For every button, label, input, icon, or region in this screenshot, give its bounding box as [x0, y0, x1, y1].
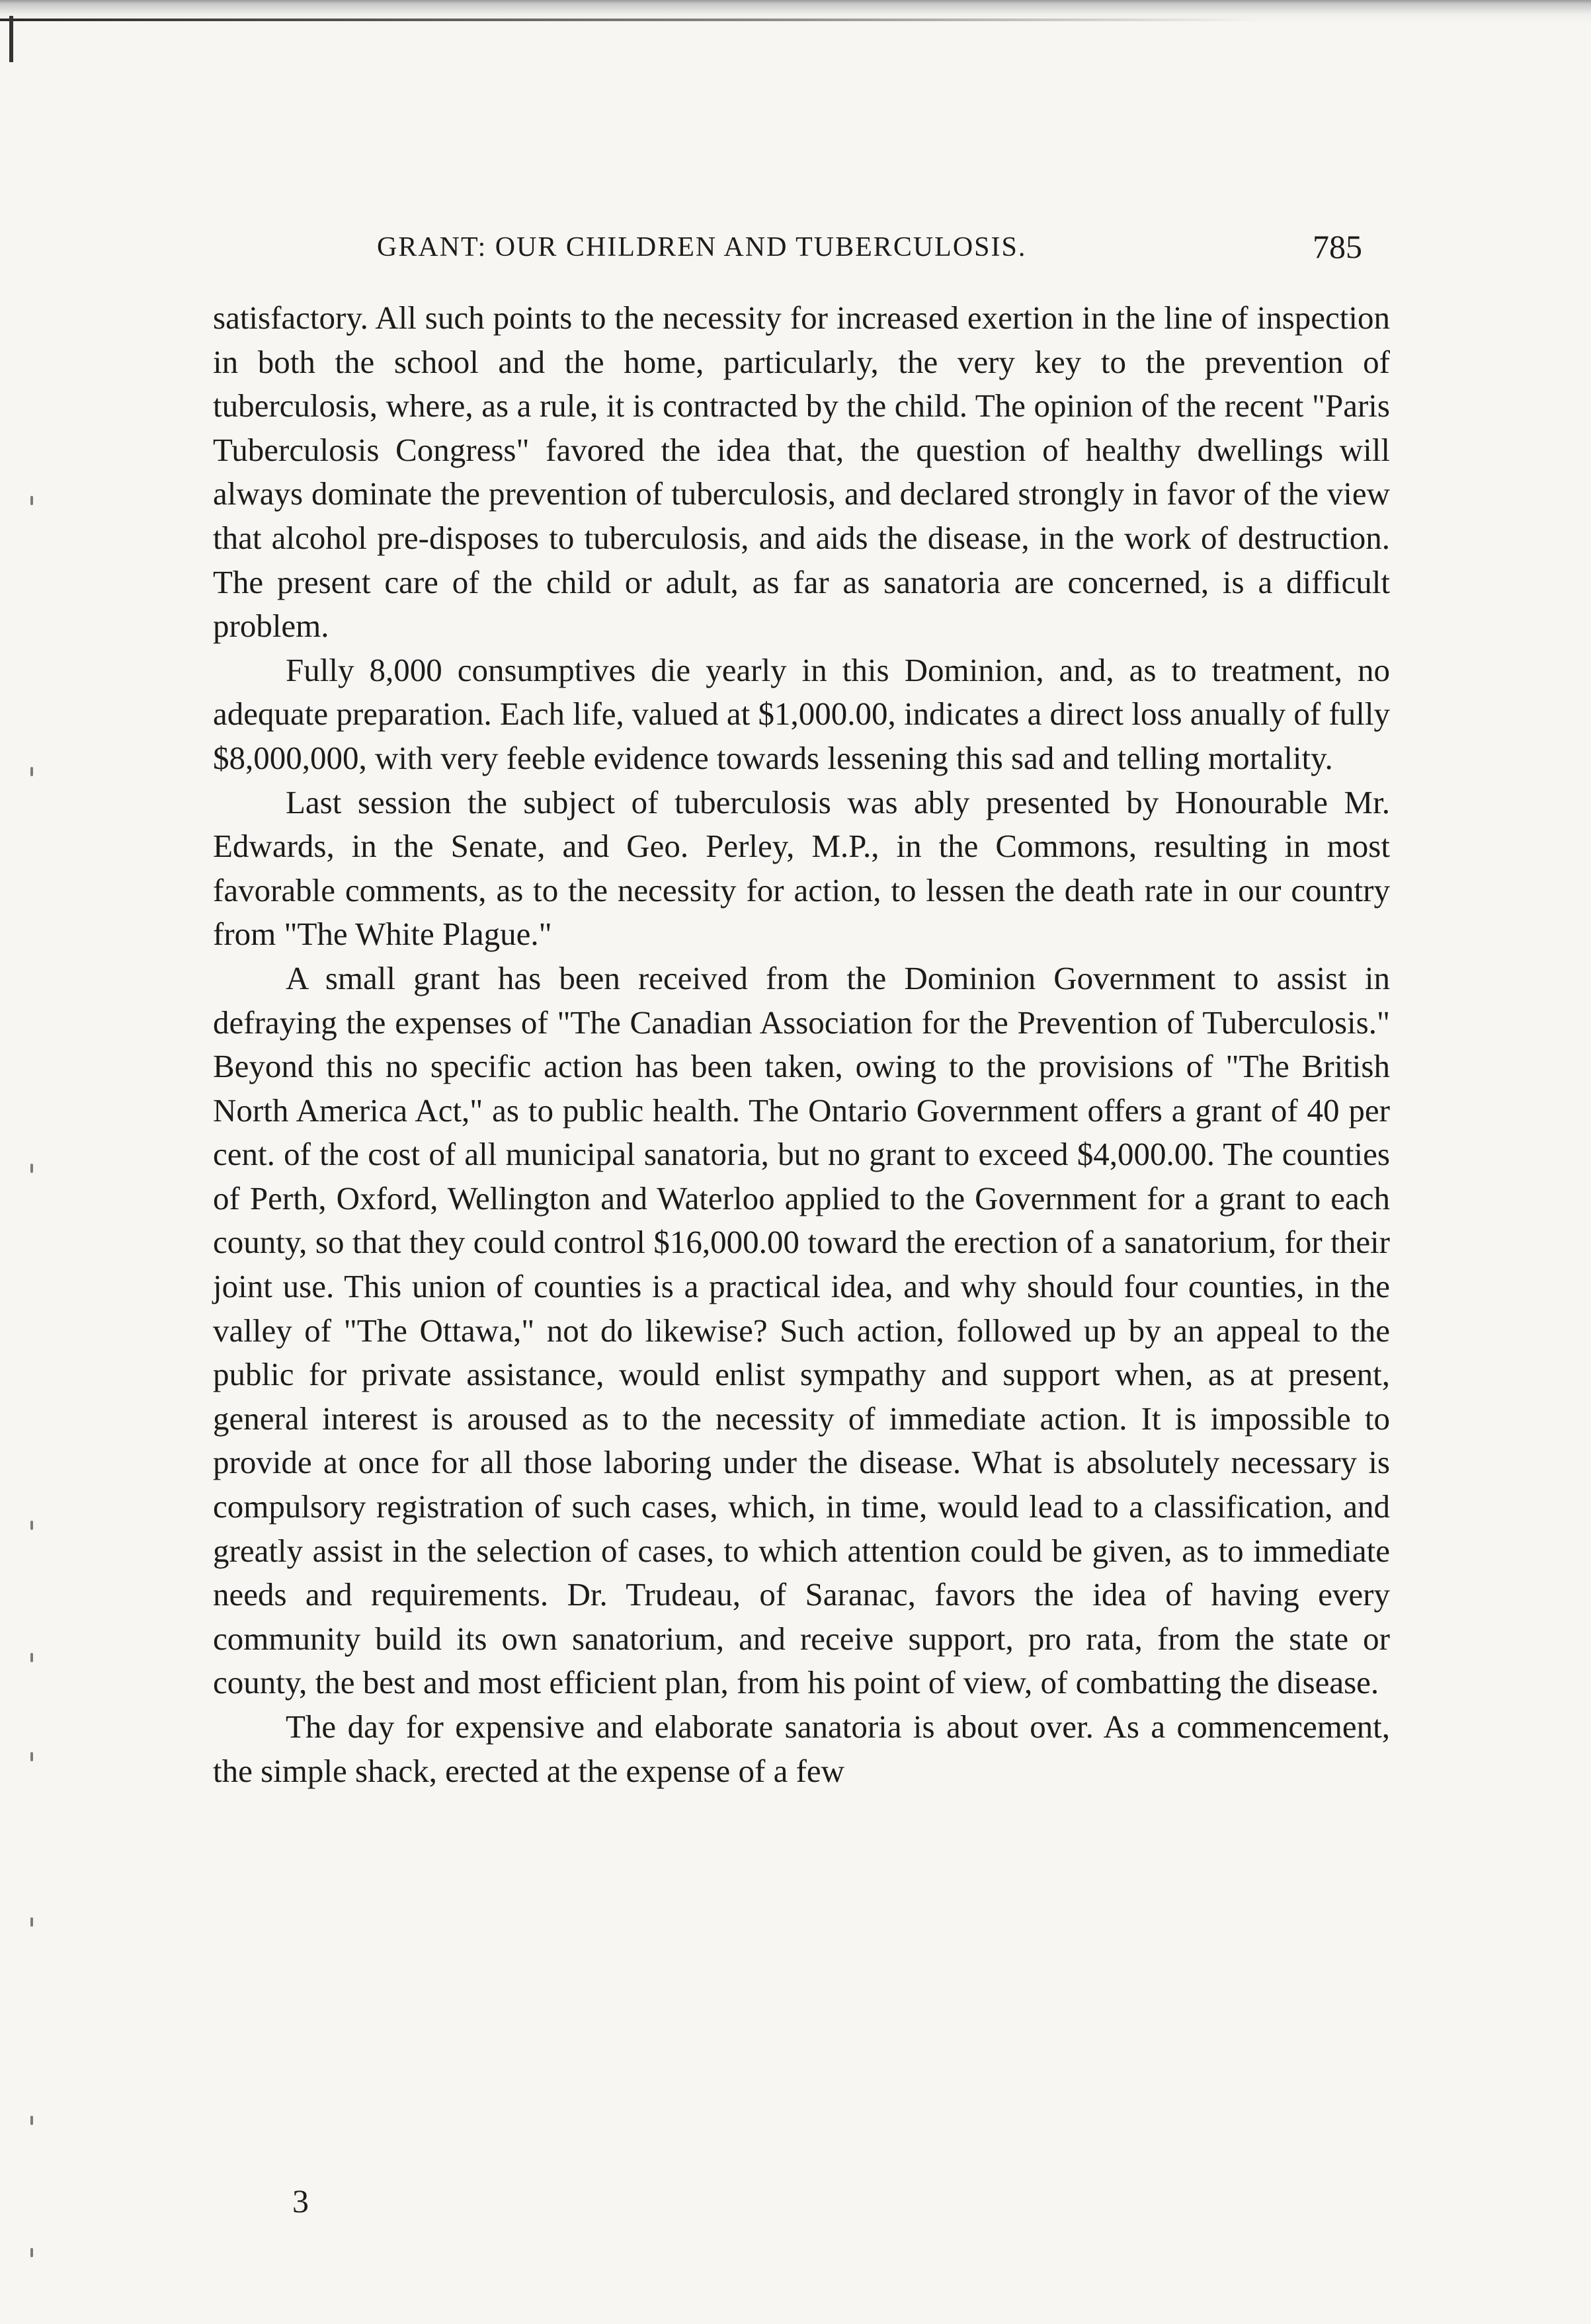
paragraph: Last session the subject of tuberculosis was ably presented by Honourable Mr. Edwards, in the Senate, and Geo. Perley, M.P., in the Commons, resulting in most favorable comments, as to the necessity for action, to lessen the death rate in our country from "The White Plague."	[213, 783, 1390, 953]
scan-corner-mark	[9, 16, 13, 62]
paragraph: The day for expensive and elaborate sanatoria is about over. As a commencement, the simple shack, erected at the expense of a few	[213, 1708, 1390, 1789]
page-number: 785	[1313, 228, 1362, 265]
scan-top-rule	[0, 19, 1256, 21]
signature-mark: 3	[292, 2183, 309, 2220]
running-title: GRANT: OUR CHILDREN AND TUBERCULOSIS.	[377, 232, 1027, 262]
paragraph: A small grant has been received from the Dominion Government to assist in defraying the expenses of "The Canadian Association for the Prevention of Tuberculosis." Beyond this no specific action has been taken, owing to the provisions of "The British North America Act," as to public health. The Ontario Government offers a grant of 40 per cent. of the cost of all municipal sanatoria, but no grant to exceed $4,000.00. The counties of Perth, Oxford, Wellington and Waterloo applied to the Government for a grant to each county, so that they could control $16,000.00 toward the erection of a sanatorium, for their joint use. This union of counties is a practical idea, and why should four counties, in the valley of "The Ottawa," not do likewise? Such action, followed up by an appeal to the public for private assistance, would enlist sympathy and support when, as at present, general interest is aroused as to the necessity of immediate action. It is impossible to provide at once for all those laboring under the disease. What is absolutely necessary is compulsory registration of such cases, which, in time, would lead to a classification, and greatly assist in the selection of cases, to which attention could be given, as to immediate needs and requirements. Dr. Trudeau, of Saranac, favors the idea of having every community build its own sanatorium, and receive support, pro rata, from the state or county, the best and most efficient plan, from his point of view, of combatting the disease.	[213, 959, 1390, 1701]
paragraph: satisfactory. All such points to the necessity for increased exertion in the line of inspection in both the school and the home, particularly, the very key to the prevention of tuberculosis, where, as a rule, it is contracted by the child. The opinion of the recent "Paris Tuberculosis Congress" favored the idea that, the question of healthy dwellings will always dominate the prevention of tuberculosis, and declared strongly in favor of the view that alcohol pre-disposes to tuberculosis, and aids the disease, in the work of destruction. The present care of the child or adult, as far as sanatoria are concerned, is a difficult problem.	[213, 300, 1390, 645]
article-body	[213, 296, 1390, 1793]
scan-gutter-specks	[26, 397, 46, 2248]
running-head	[212, 228, 1402, 278]
paragraph: Fully 8,000 consumptives die yearly in this Dominion, and, as to treatment, no adequate preparation. Each life, valued at $1,000.00, indicates a direct loss anually of fully $8,000,000, with very feeble evidence towards lessening this sad and telling mortality.	[213, 651, 1390, 776]
